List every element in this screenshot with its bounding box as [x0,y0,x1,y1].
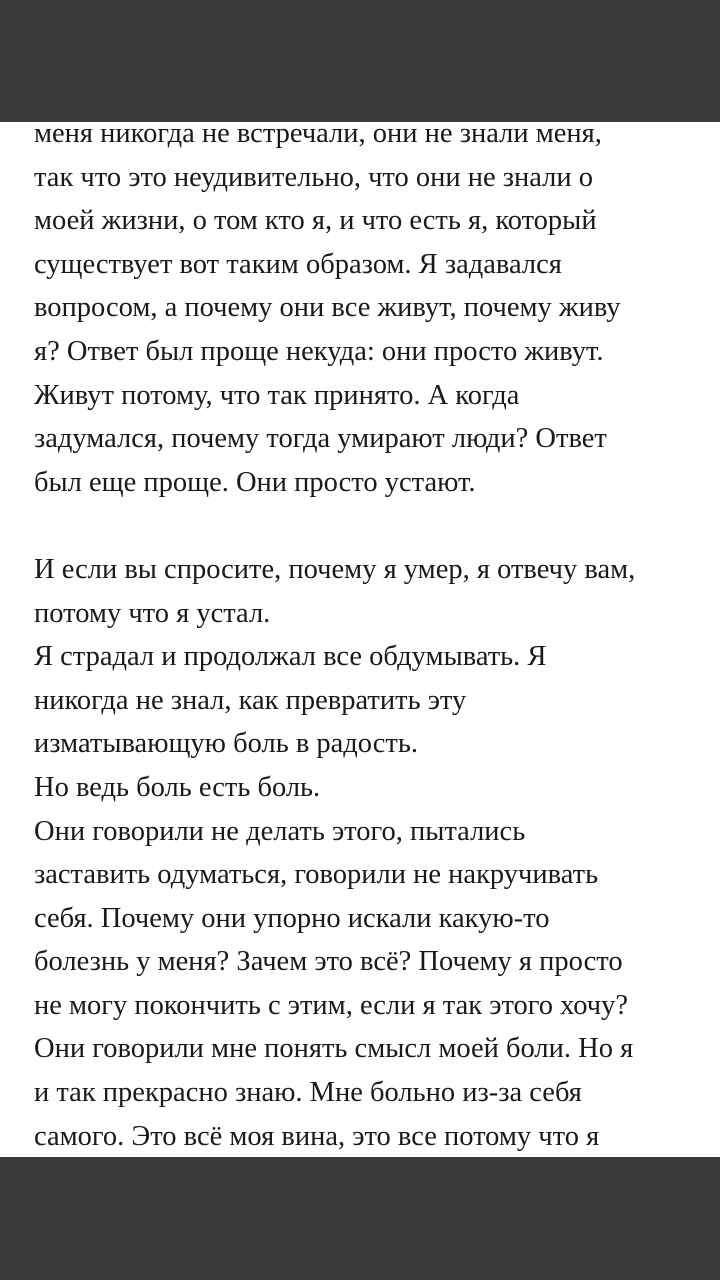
text-line: Они говорили не делать этого, пытались [34,815,526,847]
text-line: я? Ответ был проще некуда: они просто живут. [34,335,604,367]
text-line: заставить одуматься, говорили не накручивать [34,859,599,891]
text-line: моей жизни, о том кто я, и что есть я, который [34,205,597,237]
bottom-bar [0,1157,720,1280]
document-text [34,122,699,1157]
text-line: Живут потому, что так принято. А когда [34,379,520,411]
text-line: Они говорили мне понять смысл моей боли. Но я [34,1033,634,1065]
text-line: потому что я устал. [34,597,271,629]
top-bar [0,0,720,122]
text-line: изматывающую боль в радость. [34,728,418,760]
text-line: был еще проще. Они просто устают. [34,466,476,498]
text-line: самого. Это всё моя вина, это все потому что я [34,1120,600,1152]
text-line: И если вы спросите, почему я умер, я отвечу вам, [34,553,636,585]
text-line: меня никогда не встречали, они не знали меня, [34,122,602,149]
text-line: вопросом, а почему они все живут, почему живу [34,292,621,324]
text-line: не могу покончить с этим, если я так этого хочу? [34,989,629,1021]
text-line: задумался, почему тогда умирают люди? Ответ [34,423,607,455]
text-line: так что это неудивительно, что они не знали о [34,161,594,193]
text-line: Но ведь боль есть боль. [34,771,321,803]
text-line: себя. Почему они упорно искали какую-то [34,902,550,934]
document-page [0,122,720,1157]
text-line: болезнь у меня? Зачем это всё? Почему я просто [34,946,623,978]
text-line: и так прекрасно знаю. Мне больно из-за себя [34,1077,582,1109]
text-line: никогда не знал, как превратить эту [34,684,467,716]
text-line: существует вот таким образом. Я задавался [34,248,562,280]
paragraph-gap [34,504,699,548]
text-line: Я страдал и продолжал все обдумывать. Я [34,641,547,673]
